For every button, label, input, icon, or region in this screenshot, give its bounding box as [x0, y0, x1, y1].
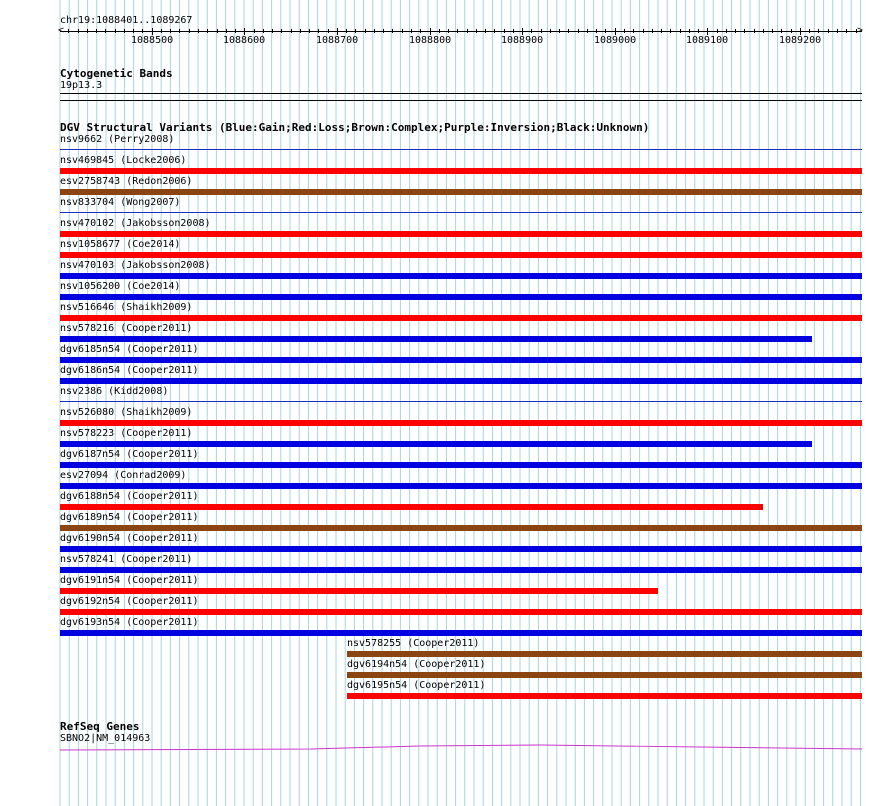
- dgv-variant-bar-gain[interactable]: [60, 378, 862, 384]
- dgv-variant-label[interactable]: dgv6192n54 (Cooper2011): [60, 596, 199, 607]
- ruler-minor-tick: [837, 29, 838, 33]
- dgv-variant-label[interactable]: nsv2386 (Kidd2008): [60, 386, 169, 397]
- ruler-minor-tick: [161, 29, 162, 33]
- dgv-variant-label[interactable]: nsv9662 (Perry2008): [60, 134, 175, 145]
- ruler-minor-tick: [661, 29, 662, 33]
- dgv-variant-bar-loss[interactable]: [347, 693, 862, 699]
- ruler-minor-tick: [541, 29, 542, 33]
- ruler-minor-tick: [300, 29, 301, 33]
- ruler-minor-tick: [291, 29, 292, 33]
- ruler-minor-tick: [670, 29, 671, 33]
- refseq-gene-line: [60, 745, 862, 750]
- ruler-minor-tick: [726, 29, 727, 33]
- dgv-variant-bar-loss[interactable]: [60, 252, 862, 258]
- ruler-minor-tick: [744, 29, 745, 33]
- ruler-minor-tick: [643, 29, 644, 33]
- ruler-tick: [244, 28, 245, 35]
- dgv-variant-bar-loss[interactable]: [60, 420, 862, 426]
- ruler-minor-tick: [133, 29, 134, 33]
- ruler-minor-tick: [392, 29, 393, 33]
- dgv-variant-bar-loss[interactable]: [60, 315, 862, 321]
- dgv-variant-label[interactable]: dgv6185n54 (Cooper2011): [60, 344, 199, 355]
- ruler-minor-tick: [457, 29, 458, 33]
- dgv-variant-bar-complex[interactable]: [60, 189, 862, 195]
- ruler-tick-label: 1088800: [409, 35, 452, 46]
- ruler-minor-tick: [318, 29, 319, 33]
- dgv-variant-label[interactable]: nsv470102 (Jakobsson2008): [60, 218, 211, 229]
- ruler-tick: [152, 28, 153, 35]
- ruler-minor-tick: [383, 29, 384, 33]
- ruler-minor-tick: [328, 29, 329, 33]
- ruler-minor-tick: [828, 29, 829, 33]
- ruler-minor-tick: [207, 29, 208, 33]
- ruler-minor-tick: [809, 29, 810, 33]
- ruler-tick-label: 1088500: [131, 35, 174, 46]
- region-label: chr19:1088401..1089267: [60, 15, 193, 26]
- dgv-variant-label[interactable]: nsv516646 (Shaikh2009): [60, 302, 193, 313]
- ruler-tick: [430, 28, 431, 35]
- ruler-minor-tick: [87, 29, 88, 33]
- ruler-minor-tick: [772, 29, 773, 33]
- dgv-variant-bar-complex[interactable]: [347, 651, 862, 657]
- ruler-minor-tick: [568, 29, 569, 33]
- dgv-variant-bar-gain[interactable]: [60, 630, 862, 636]
- ruler-arrow-right-icon: >: [857, 25, 864, 36]
- ruler-minor-tick: [124, 29, 125, 33]
- ruler-minor-tick: [818, 29, 819, 33]
- ruler-minor-tick: [781, 29, 782, 33]
- ruler-minor-tick: [189, 29, 190, 33]
- dgv-variant-label[interactable]: esv2758743 (Redon2006): [60, 176, 193, 187]
- refseq-gene-label[interactable]: SBNO2|NM_014963: [60, 733, 151, 744]
- ruler-minor-tick: [633, 29, 634, 33]
- dgv-variant-bar-gain[interactable]: [60, 483, 862, 489]
- dgv-variant-bar-loss[interactable]: [60, 231, 862, 237]
- ruler-tick-label: 1088600: [223, 35, 266, 46]
- dgv-variant-bar-gain[interactable]: [60, 336, 812, 342]
- ruler-minor-tick: [596, 29, 597, 33]
- ruler-minor-tick: [346, 29, 347, 33]
- ruler-minor-tick: [735, 29, 736, 33]
- refseq-track-title: RefSeq Genes: [60, 720, 140, 733]
- cytoband-track-title: Cytogenetic Bands: [60, 67, 173, 80]
- dgv-variant-label[interactable]: esv27094 (Conrad2009): [60, 470, 187, 481]
- ruler-minor-tick: [846, 29, 847, 33]
- refseq-gene-track[interactable]: [60, 742, 862, 752]
- ruler-minor-tick: [374, 29, 375, 33]
- ruler-minor-tick: [680, 29, 681, 33]
- dgv-variant-label[interactable]: dgv6188n54 (Cooper2011): [60, 491, 199, 502]
- dgv-variant-label[interactable]: dgv6191n54 (Cooper2011): [60, 575, 199, 586]
- ruler-minor-tick: [531, 29, 532, 33]
- ruler-tick: [707, 28, 708, 35]
- ruler-minor-tick: [605, 29, 606, 33]
- ruler-line: [60, 31, 862, 32]
- ruler-minor-tick: [467, 29, 468, 33]
- ruler-minor-tick: [355, 29, 356, 33]
- ruler-minor-tick: [272, 29, 273, 33]
- dgv-variant-bar-gain[interactable]: [60, 567, 862, 573]
- ruler-minor-tick: [365, 29, 366, 33]
- dgv-variant-line[interactable]: [60, 149, 862, 150]
- dgv-variant-bar-gain[interactable]: [60, 441, 812, 447]
- ruler-minor-tick: [96, 29, 97, 33]
- ruler-tick: [522, 28, 523, 35]
- ruler-minor-tick: [281, 29, 282, 33]
- ruler-minor-tick: [652, 29, 653, 33]
- dgv-variant-label[interactable]: dgv6189n54 (Cooper2011): [60, 512, 199, 523]
- ruler-minor-tick: [791, 29, 792, 33]
- dgv-variant-bar-loss[interactable]: [60, 588, 658, 594]
- dgv-variant-line[interactable]: [60, 212, 862, 213]
- dgv-variant-bar-loss[interactable]: [60, 504, 763, 510]
- ruler-minor-tick: [179, 29, 180, 33]
- dgv-variant-label[interactable]: nsv578255 (Cooper2011): [347, 638, 480, 649]
- ruler-minor-tick: [513, 29, 514, 33]
- ruler-minor-tick: [476, 29, 477, 33]
- dgv-variant-label[interactable]: nsv526080 (Shaikh2009): [60, 407, 193, 418]
- dgv-variant-label[interactable]: nsv833704 (Wong2007): [60, 197, 181, 208]
- ruler-tick-label: 1089200: [779, 35, 822, 46]
- ruler-minor-tick: [309, 29, 310, 33]
- ruler-minor-tick: [105, 29, 106, 33]
- ruler-minor-tick: [142, 29, 143, 33]
- dgv-variant-bar-gain[interactable]: [60, 273, 862, 279]
- ruler-minor-tick: [698, 29, 699, 33]
- ruler-minor-tick: [411, 29, 412, 33]
- ruler-minor-tick: [717, 29, 718, 33]
- dgv-variant-bar-gain[interactable]: [60, 546, 862, 552]
- ruler-minor-tick: [254, 29, 255, 33]
- ruler-minor-tick: [217, 29, 218, 33]
- ruler-minor-tick: [235, 29, 236, 33]
- dgv-variant-label[interactable]: dgv6190n54 (Cooper2011): [60, 533, 199, 544]
- dgv-variant-label[interactable]: nsv1058677 (Coe2014): [60, 239, 181, 250]
- ruler-minor-tick: [115, 29, 116, 33]
- ruler-minor-tick: [226, 29, 227, 33]
- ruler-tick-label: 1088700: [316, 35, 359, 46]
- ruler-minor-tick: [198, 29, 199, 33]
- dgv-variant-label[interactable]: nsv1056200 (Coe2014): [60, 281, 181, 292]
- dgv-variant-label[interactable]: nsv578241 (Cooper2011): [60, 554, 193, 565]
- dgv-variant-label[interactable]: dgv6186n54 (Cooper2011): [60, 365, 199, 376]
- dgv-track-title: DGV Structural Variants (Blue:Gain;Red:Loss;Brown:Complex;Purple:Inversion;Black:Unknown): [60, 121, 650, 134]
- ruler-tick-label: 1088900: [501, 35, 544, 46]
- dgv-variant-label[interactable]: dgv6195n54 (Cooper2011): [347, 680, 486, 691]
- cytoband-line-bottom: [60, 100, 862, 101]
- ruler-tick-label: 1089000: [594, 35, 637, 46]
- dgv-variant-bar-gain[interactable]: [60, 294, 862, 300]
- dgv-variant-label[interactable]: dgv6194n54 (Cooper2011): [347, 659, 486, 670]
- ruler-arrow-left-icon: <: [58, 25, 65, 36]
- ruler-minor-tick: [856, 29, 857, 33]
- ruler-tick: [337, 28, 338, 35]
- ruler-minor-tick: [448, 29, 449, 33]
- ruler-minor-tick: [550, 29, 551, 33]
- dgv-variant-bar-gain[interactable]: [60, 462, 862, 468]
- ruler-minor-tick: [485, 29, 486, 33]
- ruler-minor-tick: [763, 29, 764, 33]
- ruler-minor-tick: [170, 29, 171, 33]
- ruler-minor-tick: [624, 29, 625, 33]
- ruler-tick: [615, 28, 616, 35]
- dgv-variant-label[interactable]: nsv470103 (Jakobsson2008): [60, 260, 211, 271]
- ruler-minor-tick: [504, 29, 505, 33]
- dgv-variant-label[interactable]: dgv6187n54 (Cooper2011): [60, 449, 199, 460]
- dgv-variant-label[interactable]: dgv6193n54 (Cooper2011): [60, 617, 199, 628]
- dgv-variant-bar-complex[interactable]: [60, 525, 862, 531]
- ruler-minor-tick: [402, 29, 403, 33]
- ruler-minor-tick: [68, 29, 69, 33]
- cytoband-line-top: [60, 93, 862, 94]
- dgv-variant-bar-complex[interactable]: [347, 672, 862, 678]
- ruler-minor-tick: [587, 29, 588, 33]
- dgv-variant-line[interactable]: [60, 401, 862, 402]
- ruler-minor-tick: [494, 29, 495, 33]
- dgv-variant-label[interactable]: nsv578223 (Cooper2011): [60, 428, 193, 439]
- ruler-tick-label: 1089100: [686, 35, 729, 46]
- ruler-minor-tick: [689, 29, 690, 33]
- ruler-minor-tick: [78, 29, 79, 33]
- dgv-variant-label[interactable]: nsv469845 (Locke2006): [60, 155, 187, 166]
- dgv-variant-bar-gain[interactable]: [60, 357, 862, 363]
- dgv-variant-bar-loss[interactable]: [60, 168, 862, 174]
- dgv-variant-label[interactable]: nsv578216 (Cooper2011): [60, 323, 193, 334]
- dgv-variant-bar-loss[interactable]: [60, 609, 862, 615]
- ruler-minor-tick: [559, 29, 560, 33]
- ruler-minor-tick: [420, 29, 421, 33]
- ruler-minor-tick: [754, 29, 755, 33]
- ruler-minor-tick: [439, 29, 440, 33]
- cytoband-label: 19p13.3: [60, 80, 103, 91]
- ruler-minor-tick: [578, 29, 579, 33]
- ruler-minor-tick: [263, 29, 264, 33]
- ruler-tick: [800, 28, 801, 35]
